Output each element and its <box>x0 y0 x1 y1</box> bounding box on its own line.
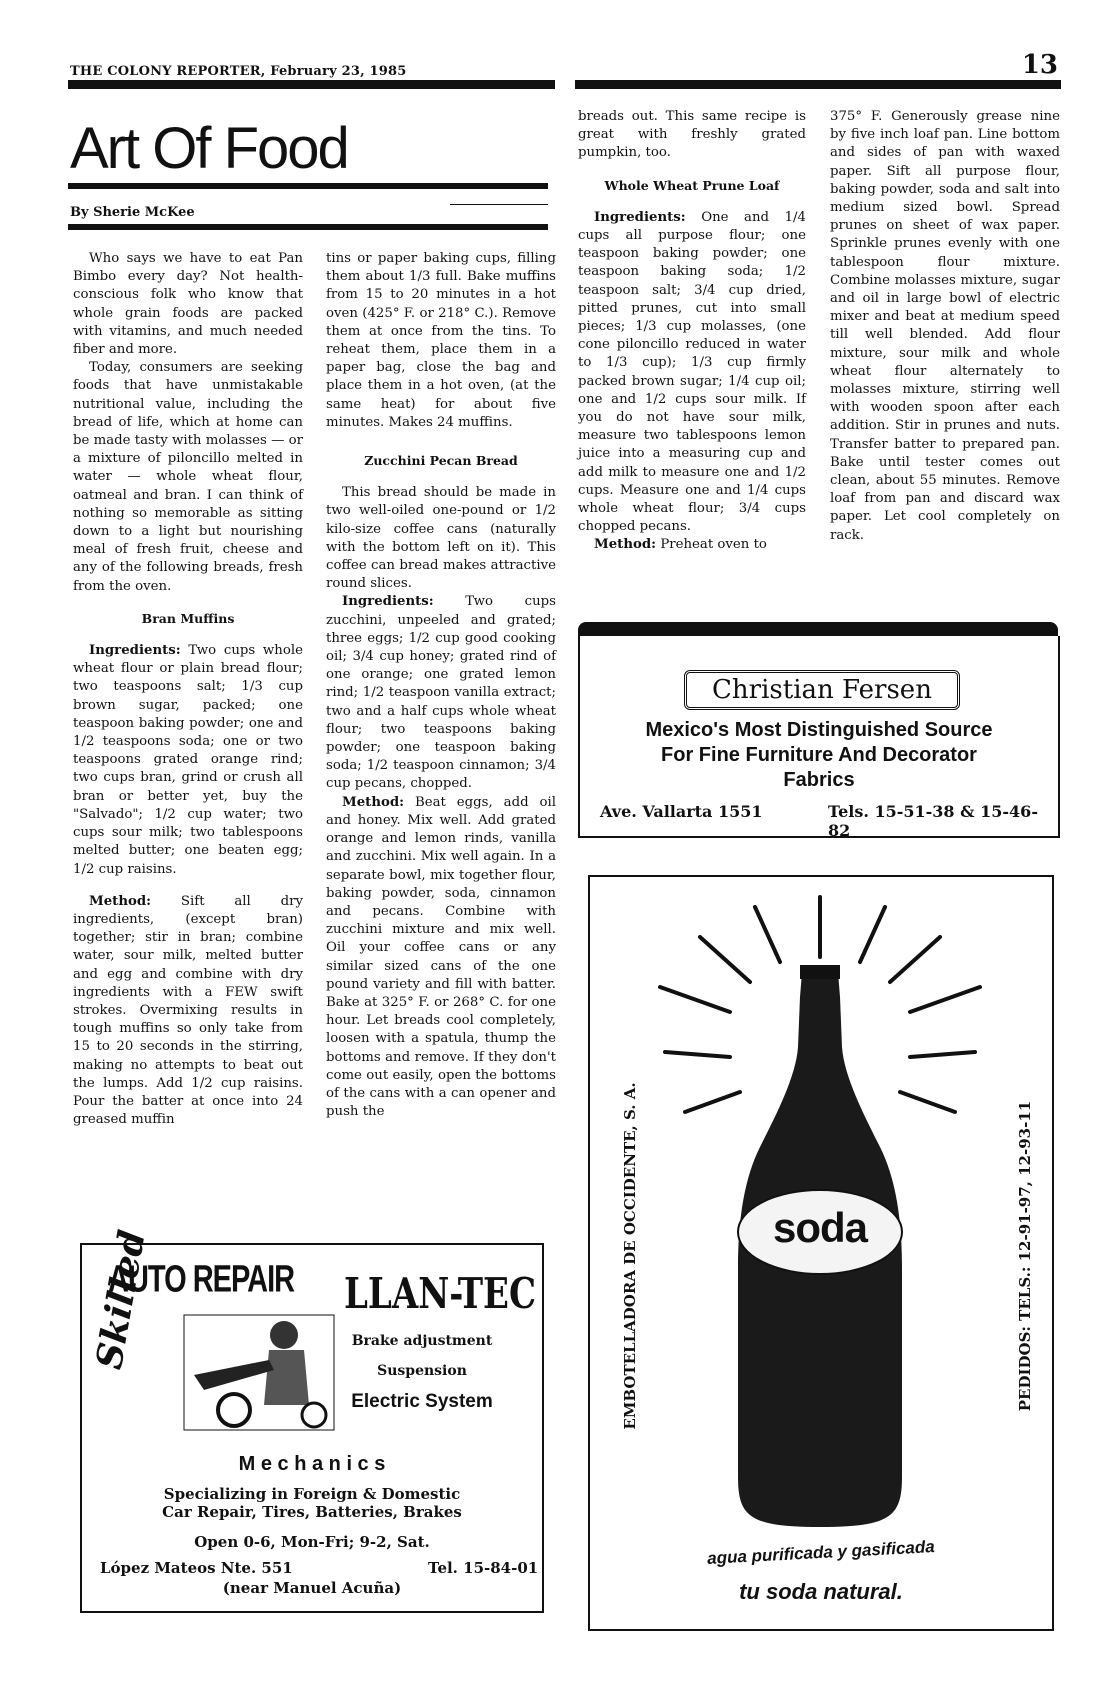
business-hours: Open 0-6, Mon-Fri; 9-2, Sat. <box>194 1533 430 1551</box>
byline-rule <box>68 224 548 230</box>
byline: By Sherie McKee <box>70 205 195 220</box>
company-name: LLAN-TEC <box>344 1269 537 1319</box>
service-electric: Electric System <box>351 1391 493 1412</box>
bottle-cap <box>800 965 840 979</box>
fersen-address: Ave. Vallarta 1551 <box>600 802 763 821</box>
prune-loaf-heading: Whole Wheat Prune Loaf <box>604 177 780 193</box>
prune-method-continued: 375° F. Generously grease nine by five inch loaf pan. Line bottom and sides of pan with waxed paper. Sift all purpose flour, baking powder, soda and salt into medium sized bowl. Spread prunes on sheet of wax paper. Sprinkle prunes evenly with one tablespoon flour mixture. Combine molasses mixture, sugar and oil in large bowl of electric mixer and beat at medium speed till well blended. Add flour mixture, sour milk and whole wheat flour alternately to molasses mixture, stirring well with wooden spoon after each addition. Stir in prunes and nuts. Transfer batter to prepared pan. Bake until tester comes out clean, about 55 minutes. Remove loaf from pan and discard wax paper. Let cool completely on rack. <box>830 109 1060 543</box>
soda-ad <box>588 875 1054 1631</box>
zucchini-method-text: Beat eggs, add oil and honey. Mix well. Add grated orange and lemon rinds, vanilla and zucchini. Mix well again. In a separate bowl, mix together flour, baking powder, soda, cinnamon and pecans. Combine with zucchini mixture and mix well. Oil your coffee cans or any similar sized cans of the one pound variety and fill with batter. Bake at 325° F. or 268° C. for one hour. Let breads cool completely, loosen with a spatula, thump the bottoms and remove. If they don't come out easily, open the bottoms of the cans with a can opener and push the <box>326 794 556 1120</box>
fersen-line-3: Fabrics <box>783 769 855 791</box>
column-2 <box>326 250 556 1121</box>
bran-method-label: Method: <box>89 893 152 909</box>
skilled-script: Skilled <box>88 1227 154 1373</box>
zucchini-ingredients <box>326 593 556 793</box>
bran-method <box>73 893 303 1130</box>
specializing-line-1: Specializing in Foreign & Domestic <box>163 1485 461 1503</box>
soda-tagline: agua purificada y gasificada <box>706 1537 936 1568</box>
article-title: Art Of Food <box>70 116 348 181</box>
title-rule <box>68 183 548 189</box>
bottler-name-vertical: EMBOTELLADORA DE OCCIDENTE, S. A. <box>621 1082 639 1430</box>
bran-ingredients-label: Ingredients: <box>89 643 181 659</box>
bran-ingredients-text: Two cups whole wheat flour or plain bread flour; two teaspoons salt; 1/3 cup brown sugar, packed; one teaspoon baking powder; one and 1/2 teaspoons soda; one or two teaspoons grated orange rind; two cups bran, grind or crush all bran or better yet, buy the "Salvado"; 1/2 cup water; two cups sour milk; two tablespoons melted butter; one beaten egg; 1/2 cup raisins. <box>73 643 304 877</box>
zucchini-ingredients-label: Ingredients: <box>342 594 434 610</box>
masthead-rule-left <box>68 80 555 89</box>
fersen-line-1: Mexico's Most Distinguished Source <box>645 719 993 741</box>
fersen-tagline <box>580 718 1058 793</box>
zucchini-method-continued: breads out. This same recipe is great with freshly grated pumpkin, too. <box>578 109 806 161</box>
prune-method-text: Preheat oven to <box>660 537 767 553</box>
fersen-ad <box>578 636 1060 838</box>
intro-paragraph-2: Today, consumers are seeking foods that have unmistakable nutritional value, including the bread of life, which at home can be made tasty with molasses — or a mixture of piloncillo melted in water — whole wheat flour, oatmeal and bran. I can think of nothing so memorable as sitting down to a light but nourishing meal of fresh fruit, cheese and any of the following breads, fresh from the oven. <box>73 360 303 594</box>
bran-ingredients <box>73 642 303 879</box>
orders-phones-vertical: PEDIDOS: TELS.: 12-91-97, 12-93-11 <box>1016 1100 1034 1412</box>
bran-method-text: Sift all dry ingredients, (except bran) together; stir in bran; combine water, sour milk, melted butter and egg and combine with dry ingredients with a FEW swift strokes. Overmixing results in tough muffins so only take from 15 to 20 seconds in the stirring, making no attempts to beat out the lumps. Add 1/2 cup raisins. Pour the batter at once into 24 greased muffin <box>73 893 303 1128</box>
intro-paragraph-1: Who says we have to eat Pan Bimbo every day? Not health-conscious folk who know that whole grain foods are packed with vitamins, and much needed fiber and more. <box>73 251 303 358</box>
auto-near: (near Manuel Acuña) <box>222 1579 402 1597</box>
prune-ingredients-label: Ingredients: <box>594 209 686 225</box>
soda-slogan: tu soda natural. <box>739 1579 903 1604</box>
fersen-line-2: For Fine Furniture And Decorator <box>661 744 977 766</box>
prune-method-label: Method: <box>594 537 657 553</box>
zucchini-intro: This bread should be made in two well-oiled one-pound or 1/2 kilo-size coffee cans (naturally with the bottom left on it). This coffee can bread makes attractive round slices. <box>326 485 556 592</box>
auto-repair-ad <box>80 1227 544 1613</box>
auto-address: López Mateos Nte. 551 <box>100 1559 293 1577</box>
zucchini-method <box>326 794 556 1122</box>
specializing-line-2: Car Repair, Tires, Batteries, Brakes <box>162 1503 462 1521</box>
fersen-ad-top-bar <box>578 622 1058 636</box>
prune-ingredients <box>578 209 806 537</box>
masthead-rule-right <box>575 80 1061 89</box>
page-number: 13 <box>1021 50 1058 80</box>
zucchini-method-label: Method: <box>342 794 405 810</box>
column-1 <box>73 250 303 1129</box>
zucchini-heading: Zucchini Pecan Bread <box>364 453 518 469</box>
bottle-label-text: soda <box>772 1204 868 1251</box>
specializing-text <box>82 1485 542 1521</box>
byline-rule-short <box>450 204 548 205</box>
masthead-title: THE COLONY REPORTER, February 23, 1985 <box>70 64 407 79</box>
fersen-name-box <box>684 670 960 710</box>
column-3 <box>578 108 806 555</box>
prune-ingredients-text: One and 1/4 cups all purpose flour; one teaspoon baking powder; one teaspoon baking soda; 1/2 teaspoon salt; 3/4 cup dried, pitted prunes, cut into small pieces; 1/3 cup molasses, (one cone piloncillo reduced in water to 1/3 cup); 1/3 cup firmly packed brown sugar; 1/4 cup oil; one and 1/2 cups sour milk. If you do not have sour milk, measure two tablespoons lemon juice into a measuring cup and add milk to measure one and 1/2 cups. Measure one and 1/4 cups whole wheat flour; 3/4 cups chopped pecans. <box>578 209 806 535</box>
service-brake: Brake adjustment <box>351 1333 493 1349</box>
bran-muffins-heading: Bran Muffins <box>141 610 235 626</box>
mechanics-heading: M e c h a n i c s <box>238 1453 386 1475</box>
fersen-phones: Tels. 15-51-38 & 15-46-82 <box>828 802 1038 840</box>
column-4 <box>830 108 1060 545</box>
fersen-name: Christian Fersen <box>712 675 932 705</box>
auto-phone: Tel. 15-84-01 <box>428 1559 539 1577</box>
zucchini-ingredients-text: Two cups zucchini, unpeeled and grated; three eggs; 1/2 cup good cooking oil; 3/4 cup honey; grated rind of one orange; one grated lemon rind; 1/2 teaspoon vanilla extract; two and a half cups whole wheat flour; two teaspoons baking powder; one teaspoon baking soda; 1/2 teaspoon cinnamon; 3/4 cup pecans, chopped. <box>326 594 557 792</box>
services-list <box>322 1333 522 1413</box>
prune-method <box>578 536 806 554</box>
service-suspension: Suspension <box>377 1363 467 1379</box>
auto-repair-headline: AUTO REPAIR <box>108 1259 295 1301</box>
soda-bottle-illustration <box>590 877 1052 1629</box>
bran-method-continued: tins or paper baking cups, filling them about 1/3 full. Bake muffins from 15 to 20 minutes in a hot oven (425° F. or 218° C.). Remove them at once from the tins. To reheat them, place them in a paper bag, close the bag and place them in a hot oven, (at the same heat) for about five minutes. Makes 24 muffins. <box>326 251 556 430</box>
